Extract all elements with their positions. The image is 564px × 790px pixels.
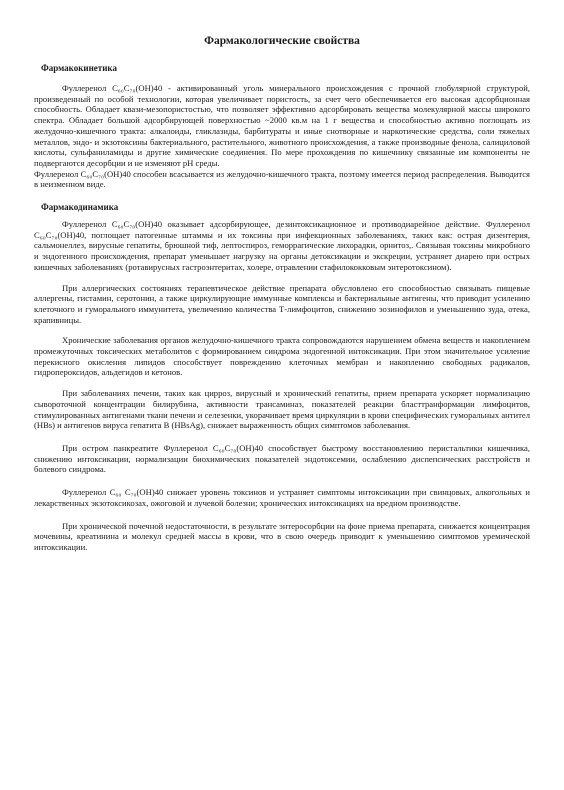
paragraph: При заболеваниях печени, таких как цирроз, вирусный и хронический гепатиты, прием препарата ускоряет нормализацию сывороточной концентрации билирубина, активности трансаминаз, показателей реакции бласттранформации лимфоцитов, стимулированных антигенами ткани печени и селезенки, укорачивает время циркуляции в крови специфических гуморальных антител (HBs) и антигенов вируса гепатита В (HBsAg), снижает выраженность общих симптомов заболевания. xyxy=(34,388,530,431)
paragraph: Фуллеренол C₆₀C₇₀(OH)40 оказывает адсорбирующее, дезинтоксикационное и противодиарейное действие. Фуллеренол C₆₀C₇₀(OH)40, поглощает патогенные штаммы и их токсины при инфекционных заболеваниях, таких как: острая дизентерия, сальмонеллез, вирусные гепатиты, брюшной тиф, лептоспироз, геморрагические лихорадки, орнитоз,. Связывая токсины микробного и эндогенного происхождения, препарат уменьшает нагрузку на органы детоксикации и экскреции, устраняет диарею при острых кишечных заболеваниях (ротавирусных гастроэнтеритах, холере, отравлении стафилококковым энтеротоксином). xyxy=(34,219,530,272)
paragraph: Фуллеренол C₆₀C₇₀(OH)40 - активированный уголь минерального происхождения с прочной глобулярной структурой, произведенный по особой технологии, которая увеличивает пористость, за счет чего обеспечивается его высокая адсорбционная способность. Обладает квази-мезопористостью, что позволяет эффективно адсорбировать вещества молекулярной массы широкого спектра. Обладает большой адсорбирующей поверхностью ~2000 кв.м на 1 г вещества и способностью активно поглощать из желудочно-кишечного тракта: алкалоиды, гликлазиды, барбитураты и иные снотворные и наркотические средства, соли тяжелых металлов, эндо- и экзотоксины бактериального, растительного, животного происхождения, а также производные фенола, салициловой кислоты, сульфаниламиды и другие химические соединения. По мере прохождения по кишечнику связанные им компоненты не подвергаются десорбции и не изменяют pH среды. xyxy=(34,83,530,168)
paragraph: Хронические заболевания органов желудочно-кишечного тракта сопровождаются нарушением обмена веществ и накоплением промежуточных токсических метаболитов с формированием синдрома эндогенной интоксикации. При этом значительное усиление перекисного окисления липидов способствует повреждению клеточных мембран и накоплению свободных радикалов, гидропероксидов, альдегидов и кетонов. xyxy=(34,335,530,378)
paragraph: При аллергических состояниях терапевтическое действие препарата обусловлено его способностью связывать пищевые аллергены, гистамин, серотонин, а также циркулирующие иммунные комплексы и бактериальные антигены, что приводит усилению клеточного и гуморального иммунитета, увеличению количества Т-лимфоцитов, снижению эозинофилов и уменьшению зуда, отека, крапивницы. xyxy=(34,282,530,325)
paragraph: Фуллеренол C₆₀ C₇₀(OH)40 снижает уровень токсинов и устраняет симптомы интоксикации при свинцовых, алкогольных и лекарственных экзотоксикозах, ожоговой и лучевой болезни; хронических интоксикациях на вредном производстве. xyxy=(34,487,530,508)
paragraph: При остром панкреатите Фуллеренол C₆₀C₇₀(OH)40 способствует быстрому восстановлению перистальтики кишечника, снижению интоксикации, нормализации биохимических показателей эндотоксемии, ослаблению диспепсических расстройств и болевого синдрома. xyxy=(34,442,530,475)
paragraph: Фуллеренол C₆₀C₇₀(OH)40 способен всасывается из желудочно-кишечного тракта, поэтому имеется период распределения. Выводится в неизменном виде. xyxy=(34,168,530,190)
section-heading-pharmacokinetics: Фармакокинетика xyxy=(41,63,117,73)
page-title: Фармакологические свойства xyxy=(204,35,360,47)
section-heading-pharmacodynamics: Фармакодинамика xyxy=(41,202,119,213)
paragraph: При хронической почечной недостаточности, в результате энтеросорбции на фоне приема препарата, снижается концентрация мочевины, креатинина и молекул средней массы в крови, что в свою очередь приводит к уменьшению симптомов уремической интоксикации. xyxy=(34,520,530,552)
